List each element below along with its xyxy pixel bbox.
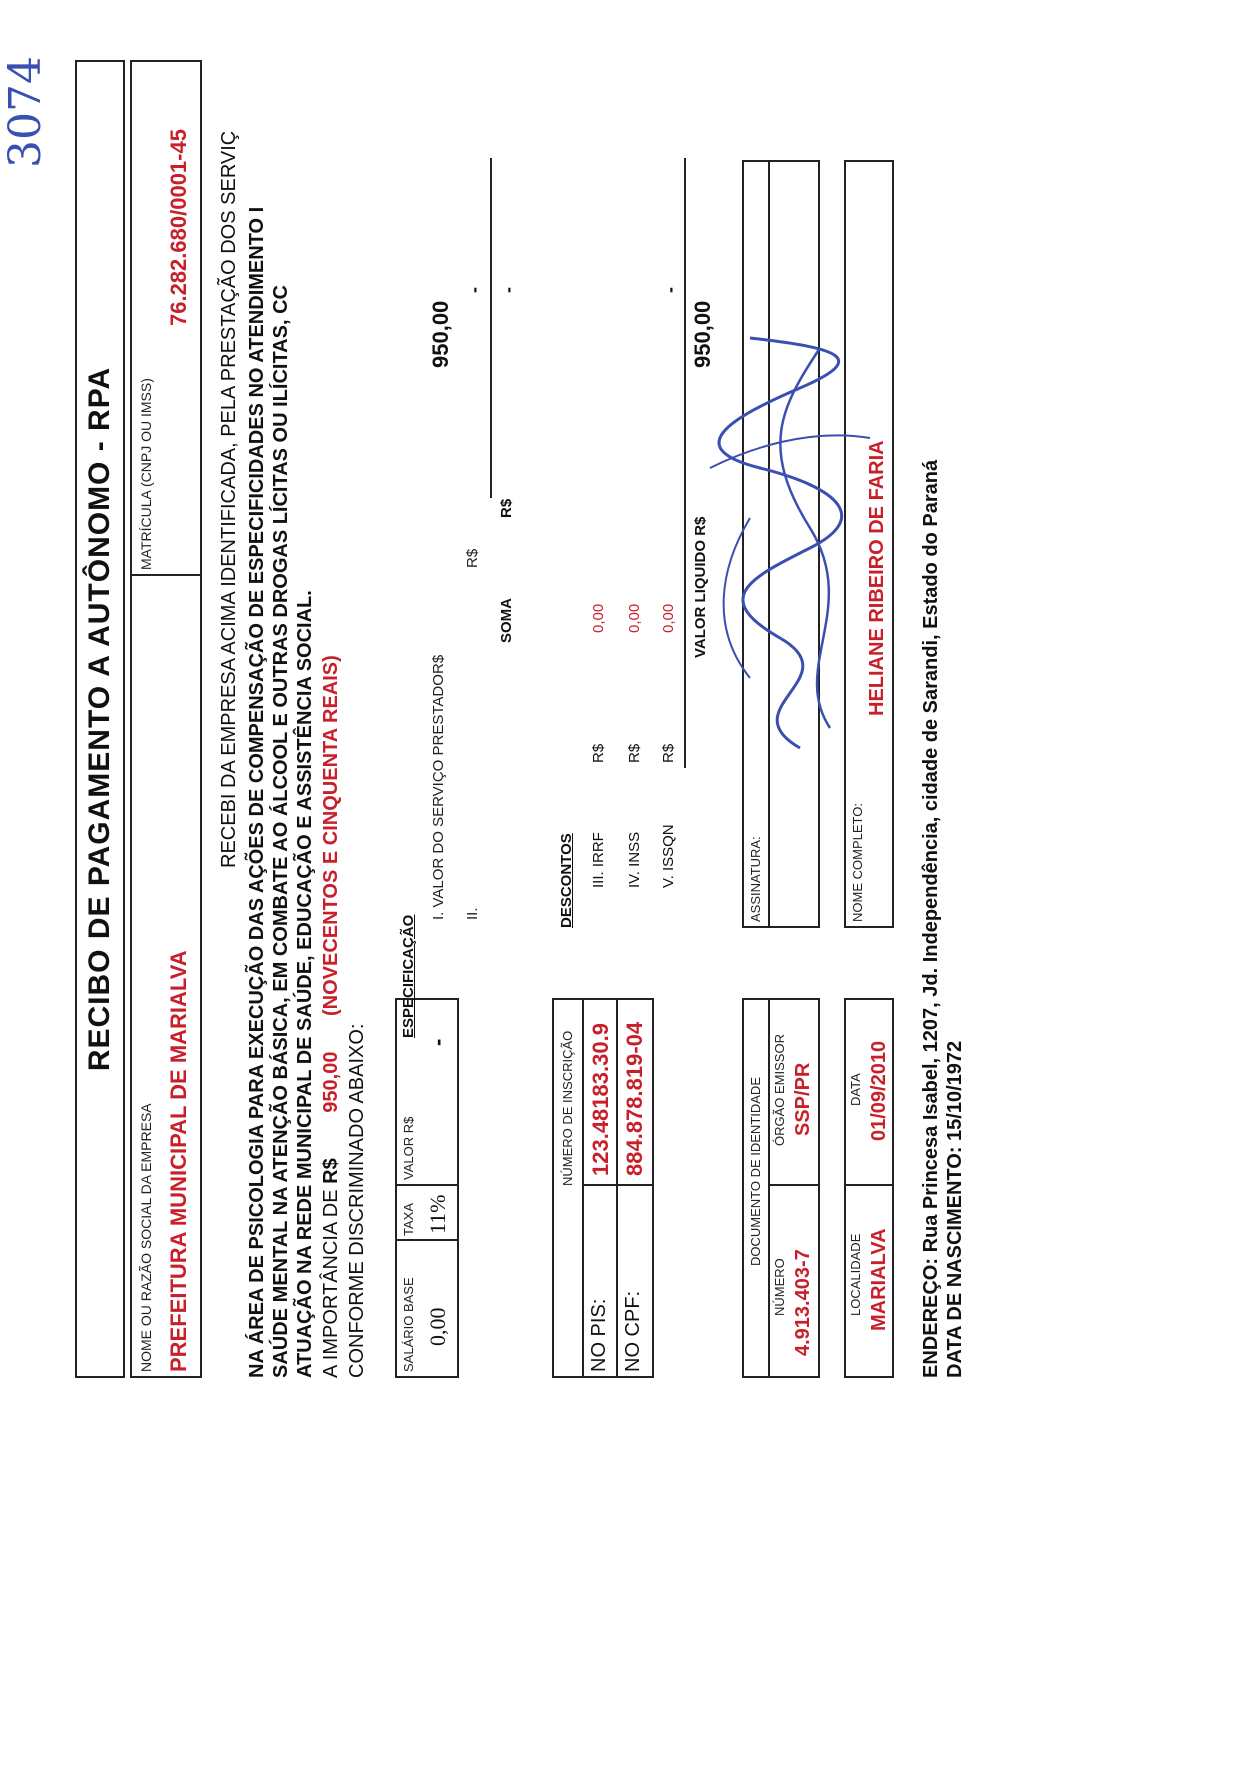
- signature-label: ASSINATURA:: [748, 836, 763, 922]
- statement-line-2: NA ÁREA DE PSICOLOGIA PARA EXECUÇÃO DAS AÇÕES DE COMPENSAÇÃO DE ESPECIFICIDADES NO ATENDIMENTO I: [246, 206, 268, 1378]
- handwritten-signature: [690, 328, 890, 768]
- amount-in-words: (NOVECENTOS E CINQUENTA REAIS): [320, 655, 342, 1016]
- discount-extra-value: -: [660, 287, 680, 293]
- statement-line-3: SAÚDE MENTAL NA ATENÇÃO BÁSICA, EM COMBATE AO ÁLCOOL E OUTRAS DROGAS LÍCITAS OU ILÍCITAS, CC: [270, 285, 292, 1378]
- value-dash: -: [425, 1038, 450, 1046]
- company-name: PREFEITURA MUNICIPAL DE MARIALVA: [166, 950, 191, 1372]
- net-value: 950,00: [690, 300, 715, 368]
- issuer-label: ÓRGÃO EMISSOR: [772, 1034, 787, 1146]
- discount-value: 0,00: [626, 603, 643, 633]
- salary-base-label: SALÁRIO BASE: [401, 1277, 416, 1372]
- title-box: [75, 60, 125, 1378]
- sum-label: SOMA: [498, 598, 515, 643]
- fullname-value: HELIANE RIBEIRO DE FARIA: [866, 440, 888, 716]
- discount-item-2: [626, 832, 643, 888]
- discount-item-3: [660, 824, 677, 888]
- locality-date-table: [844, 998, 894, 1378]
- discount-label: IV. INSS: [626, 831, 643, 888]
- base-table: [395, 998, 459, 1378]
- statement-line-1: RECEBI DA EMPRESA ACIMA IDENTIFICADA, PELA PRESTAÇÃO DOS SERVIÇ: [218, 130, 240, 868]
- sum-value: -: [498, 287, 518, 293]
- rate-value: 11%: [425, 1194, 450, 1234]
- fullname-label: NOME COMPLETO:: [850, 803, 865, 922]
- spec-item2-currency: R$: [464, 548, 481, 568]
- locality-label: LOCALIDADE: [848, 1233, 863, 1316]
- identity-table: [742, 998, 820, 1378]
- pis-label: NO PIS:: [588, 1298, 610, 1372]
- discount-currency: R$: [660, 743, 677, 763]
- spec-item1-value: 950,00: [428, 300, 453, 368]
- spec-item2-value: -: [464, 287, 484, 293]
- statement-line-4: ATUAÇÃO NA REDE MUNICIPAL DE SAÚDE, EDUCAÇÃO E ASSISTÊNCIA SOCIAL.: [294, 590, 316, 1378]
- net-value-label: VALOR LIQUIDO R$: [692, 516, 709, 658]
- company-name-label: NOME OU RAZÃO SOCIAL DA EMPRESA: [138, 1103, 154, 1372]
- page-title: RECIBO DE PAGAMENTO A AUTÔNOMO - RPA: [83, 366, 116, 1072]
- spec-item2-label: II.: [464, 907, 481, 920]
- inscription-table: [552, 998, 654, 1378]
- discount-currency: R$: [590, 743, 607, 763]
- inscription-heading: NÚMERO DE INSCRIÇÃO: [560, 1030, 575, 1186]
- handwritten-number: 3074: [0, 56, 51, 168]
- identity-heading: DOCUMENTO DE IDENTIDADE: [748, 1077, 763, 1266]
- specification-heading: ESPECIFICAÇÃO: [400, 914, 417, 1038]
- footer-address: ENDEREÇO: Rua Princesa Isabel, 1207, Jd. Independência, cidade de Sarandi, Estado do Paraná: [920, 459, 942, 1378]
- discounts-heading: DESCONTOS: [558, 833, 575, 928]
- registration-label: MATRÍCULA (CNPJ OU IMSS): [138, 378, 154, 570]
- id-number-label: NÚMERO: [772, 1258, 787, 1316]
- cpf-label: NO CPF:: [622, 1290, 644, 1372]
- registration-number: 76.282.680/0001-45: [166, 129, 191, 326]
- conforme-text: CONFORME DISCRIMINADO ABAIXO:: [346, 1023, 368, 1378]
- pis-number: 123.48183.30.9: [588, 1023, 613, 1176]
- date-value: 01/09/2010: [868, 1040, 890, 1141]
- value-label: VALOR R$: [401, 1116, 416, 1180]
- discount-label: III. IRRF: [590, 832, 607, 888]
- discount-currency: R$: [626, 743, 643, 763]
- footer-birthdate: DATA DE NASCIMENTO: 15/10/1972: [944, 1040, 966, 1378]
- issuer-value: SSP/PR: [792, 1062, 814, 1136]
- spec-item1-currency: R$: [430, 654, 447, 674]
- discount-item-1: [590, 832, 607, 888]
- id-number: 4.913.403-7: [792, 1249, 814, 1356]
- discount-value: 0,00: [590, 603, 607, 633]
- cpf-number: 884.878.819-04: [622, 1021, 647, 1176]
- rate-label: TAXA: [401, 1203, 416, 1236]
- amount-currency: R$: [320, 1158, 342, 1184]
- sum-currency: R$: [498, 498, 515, 518]
- date-label: DATA: [848, 1073, 863, 1106]
- discount-value: 0,00: [660, 603, 677, 633]
- company-box: [130, 60, 202, 1378]
- locality-value: MARIALVA: [868, 1228, 890, 1331]
- discount-label: V. ISSQN: [660, 824, 677, 888]
- salary-base-value: 0,00: [425, 1307, 450, 1346]
- amount-value: 950,00: [320, 1051, 342, 1113]
- amount-prefix: A IMPORTÂNCIA DE: [320, 1189, 342, 1378]
- spec-item1-label: I. VALOR DO SERVIÇO PRESTADO: [430, 674, 447, 920]
